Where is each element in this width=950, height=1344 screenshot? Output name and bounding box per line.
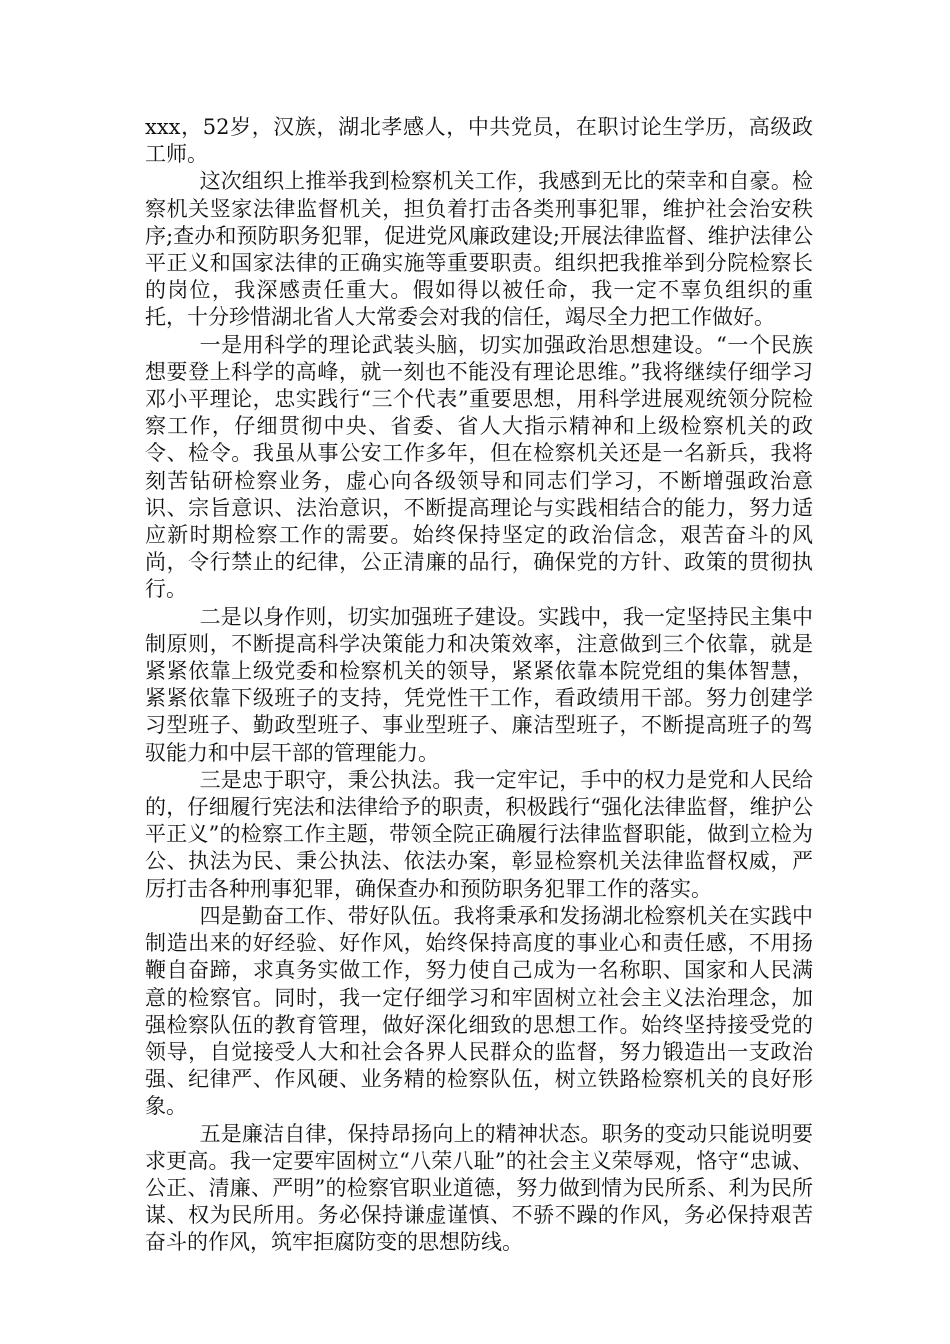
- document-body: [145, 114, 813, 1257]
- intro-paragraph: xxx，52岁，汉族，湖北孝感人，中共党员，在职讨论生学历，高级政工师。: [145, 115, 813, 167]
- body-paragraph: 三是忠于职守，秉公执法。我一定牢记，手中的权力是党和人民给的，仔细履行宪法和法律给予的职责，积极践行“强化法律监督，维护公平正义”的检察工作主题，带领全院正确履行法律监督职能，做到立检为公、执法为民、秉公执法、依法办案，彰显检察机关法律监督权威，严厉打击各种刑事犯罪，确保查办和预防职务犯罪工作的落实。: [145, 767, 813, 901]
- body-paragraph: 四是勤奋工作、带好队伍。我将秉承和发扬湖北检察机关在实践中制造出来的好经验、好作风，始终保持高度的事业心和责任感，不用扬鞭自奋蹄，求真务实做工作，努力使自己成为一名称职、国家和人民满意的检察官。同时，我一定仔细学习和牢固树立社会主义法治理念，加强检察队伍的教育管理，做好深化细致的思想工作。始终坚持接受党的领导，自觉接受人大和社会各界人民群众的监督，努力锻造出一支政治强、纪律严、作风硬、业务精的检察队伍，树立铁路检察机关的良好形象。: [145, 903, 813, 1119]
- body-paragraph: 五是廉洁自律，保持昂扬向上的精神状态。职务的变动只能说明要求更高。我一定要牢固树立“八荣八耻”的社会主义荣辱观，恪守“忠诚、公正、清廉、严明”的检察官职业道德，努力做到情为民所系、利为民所谋、权为民所用。务必保持谦虚谨慎、不骄不躁的作风，务必保持艰苦奋斗的作风，筑牢拒腐防变的思想防线。: [145, 1121, 813, 1255]
- body-paragraph: 这次组织上推举我到检察机关工作，我感到无比的荣幸和自豪。检察机关竖家法律监督机关，担负着打击各类刑事犯罪，维护社会治安秩序;查办和预防职务犯罪，促进党风廉政建设;开展法律监督、维护法律公平正义和国家法律的正确实施等重要职责。组织把我推举到分院检察长的岗位，我深感责任重大。假如得以被任命，我一定不辜负组织的重托，十分珍惜湖北省人大常委会对我的信任，竭尽全力把工作做好。: [145, 169, 813, 330]
- body-paragraph: 二是以身作则，切实加强班子建设。实践中，我一定坚持民主集中制原则，不断提高科学决策能力和决策效率，注意做到三个依靠，就是紧紧依靠上级党委和检察机关的领导，紧紧依靠本院党组的集体智慧，紧紧依靠下级班子的支持，凭党性干工作，看政绩用干部。努力创建学习型班子、勤政型班子、事业型班子、廉洁型班子，不断提高班子的驾驭能力和中层干部的管理能力。: [145, 604, 813, 765]
- body-paragraph: 一是用科学的理论武装头脑，切实加强政治思想建设。“一个民族想要登上科学的高峰，就一刻也不能没有理论思维。”我将继续仔细学习邓小平理论，忠实践行“三个代表”重要思想，用科学进展观统领分院检察工作，仔细贯彻中央、省委、省人大指示精神和上级检察机关的政令、检令。我虽从事公安工作多年，但在检察机关还是一名新兵，我将刻苦钻研检察业务，虚心向各级领导和同志们学习，不断增强政治意识、宗旨意识、法治意识，不断提高理论与实践相结合的能力，努力适应新时期检察工作的需要。始终保持坚定的政治信念，艰苦奋斗的风尚，令行禁止的纪律，公正清廉的品行，确保党的方针、政策的贯彻执行。: [145, 332, 813, 602]
